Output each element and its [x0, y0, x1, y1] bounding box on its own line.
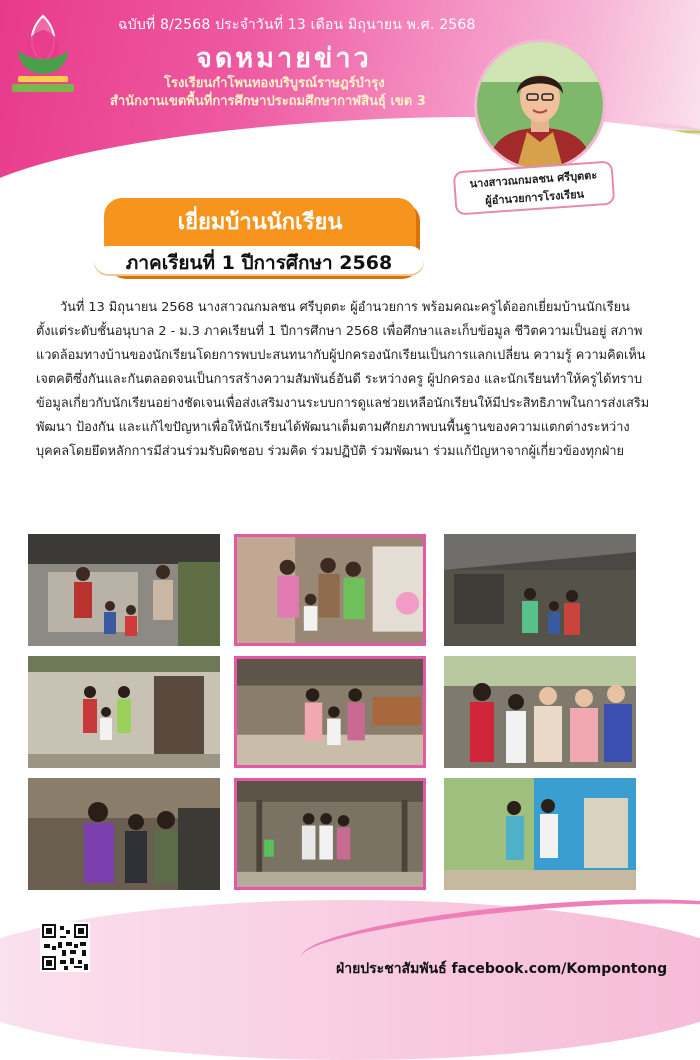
photo-home-visit-6 [444, 656, 636, 768]
issue-line: ฉบับที่ 8/2568 ประจำวันที่ 13 เดือน มิถุนายน พ.ศ. 2568 [118, 17, 476, 33]
school-logo-icon [10, 10, 76, 96]
newsletter-title: จดหมายข่าว [196, 43, 372, 74]
footer-credit: ฝ่ายประชาสัมพันธ์ facebook.com/Kompontong [336, 961, 668, 977]
photo-home-visit-7 [28, 778, 220, 890]
qr-code-icon[interactable] [40, 922, 90, 972]
education-office: สำนักงานเขตพื้นที่การศึกษาประถมศึกษากาฬสินธุ์ เขต 3 [110, 94, 426, 109]
photo-home-visit-8 [234, 778, 426, 890]
director-name: นางสาวณกมลชน ศรีบุตตะ [469, 168, 598, 191]
article-body: วันที่ 13 มิถุนายน 2568 นางสาวณกมลชน ศรีบุตตะ ผู้อำนวยการ พร้อมคณะครูได้ออกเยี่ยมบ้านนักเรียน ตั้งแต่ระดับชั้นอนุบาล 2 - ม.3 ภาคเรียนที่ 1 ปีการศึกษา 2568 เพื่อศึกษาและเก็บข้อมูล ชีวิตความเป็นอยู่ สภาพแวดล้อมทางบ้านของนักเรียนโดยการพบปะสนทนากับผู้ปกครองนักเรียนเป็นการแลกเปลี่ยน ความรู้ ความคิดเห็น เจตคติซึ่งกันและกันตลอดจนเป็นการสร้างความสัมพันธ์อันดี ระหว่างครู ผู้ปกครอง และนักเรียนทำให้ครูได้ทราบข้อมูลเกี่ยวกับนักเรียนอย่างชัดเจนเพื่อส่งเสริมงานระบบการดูแลช่วยเหลือนักเรียนให้มีประสิทธิภาพในการส่งเสริมพัฒนา ป้องกัน และแก้ไขปัญหาเพื่อให้นักเรียนได้พัฒนาเต็มตามศักยภาพบนพื้นฐานของความแตกต่างระหว่างบุคคลโดยยึดหลักการมีส่วนร่วมรับผิดชอบ ร่วมคิด ร่วมปฏิบัติ ร่วมพัฒนา ร่วมแก้ปัญหาจากผู้เกี่ยวข้องทุกฝ่าย [36, 300, 650, 459]
director-role: ผู้อำนวยการโรงเรียน [484, 187, 585, 208]
school-name: โรงเรียนกำโพนทองบริบูรณ์ราษฎร์บำรุง [164, 76, 385, 91]
topic-subtitle: ภาคเรียนที่ 1 ปีการศึกษา 2568 [125, 252, 393, 274]
topic-title: เยี่ยมบ้านนักเรียน [177, 210, 343, 235]
photo-home-visit-5 [234, 656, 426, 768]
topic-subtitle-pill [94, 246, 424, 274]
photo-home-visit-2 [234, 534, 426, 646]
photo-home-visit-3 [444, 534, 636, 646]
photo-home-visit-4 [28, 656, 220, 768]
director-portrait [477, 42, 603, 168]
photo-home-visit-1 [28, 534, 220, 646]
photo-home-visit-9 [444, 778, 636, 890]
